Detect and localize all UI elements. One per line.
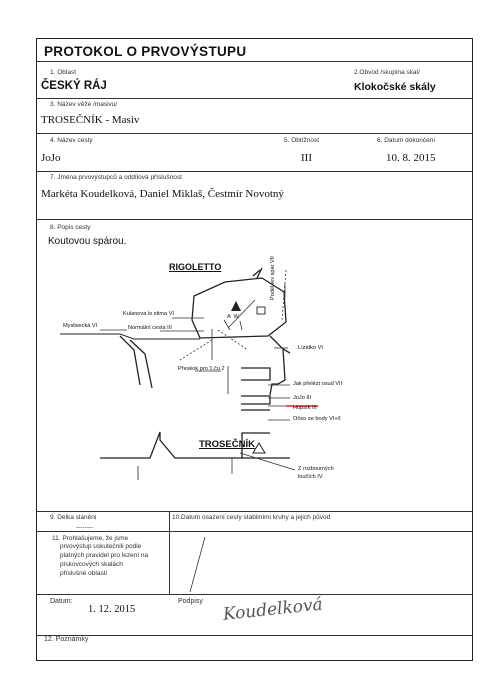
cesta-label: 4. Název cesty	[50, 137, 93, 144]
prohlaseni-line-3: platných pravidel pro lezení na	[60, 552, 149, 559]
signature: Koudelková	[222, 594, 324, 625]
divider	[37, 61, 472, 62]
trosecnik-label: TROSEČNÍK	[199, 439, 255, 450]
datum-dokonceni-label: 6. Datum dokončení	[377, 137, 436, 144]
normalni-label: Normální cesta III	[128, 325, 172, 331]
podel-label: Podél lev spár VII	[270, 256, 276, 300]
document-title: PROTOKOL O PRVOVÝSTUPU	[44, 44, 247, 59]
podpisy-label: Podpisy	[178, 598, 203, 605]
vez-label: 3. Název věže /masivu/	[50, 101, 118, 108]
delka-value: --------	[76, 524, 94, 531]
obvod-label: 2.Obvod /skupina skal/	[354, 69, 420, 76]
divider	[37, 98, 472, 99]
vez-value: TROSEČNÍK - Masiv	[41, 114, 140, 126]
divider	[37, 133, 472, 134]
popis-value: Koutovou spárou.	[48, 236, 127, 247]
divider	[37, 531, 472, 532]
prohlaseni-line-1: 11. Prohlašujeme, že jsme	[52, 535, 129, 542]
obtiznost-label: 5. Obtížnost	[284, 137, 320, 144]
myslivecka-label: Myslivecká VI	[63, 323, 98, 329]
datum-label: Datum:	[50, 598, 73, 605]
prohlaseni-line-5: příslušné oblasti	[60, 570, 107, 577]
poznamky-label: 12. Poznámky	[44, 636, 89, 643]
divider	[37, 171, 472, 172]
jojo-label: JoJo III	[293, 395, 312, 401]
datum-value: 1. 12. 2015	[88, 604, 136, 615]
osazeni-label: 10.Datum osazení cesty stabilními kruhy a jejich původ	[172, 514, 331, 521]
oblast-label: 1. Oblast	[50, 69, 77, 76]
prvovystupci-label: 7. Jména prvovýstupců a oddílová příslušnost	[50, 174, 182, 181]
prohlaseni-line-4: pískovcových skalách	[60, 561, 123, 568]
hopsik-label: Hopsík III	[293, 405, 317, 411]
rozbourany-label: Z rozbourných	[298, 466, 334, 472]
kulanova-label: Kulanova lo stima VI	[123, 311, 174, 317]
popis-label: 8. Popis cesty	[50, 224, 91, 231]
datum-dokonceni-value: 10. 8. 2015	[386, 152, 436, 164]
preskok-label: Přeskok pro 1.ču 2	[178, 366, 225, 372]
oceo-label: Očeo se body VI+/I	[293, 416, 341, 422]
jak-prelezt-label: Jak přelézt osud VII	[293, 381, 343, 387]
delka-label: 9. Délka slanění	[50, 514, 97, 521]
divider	[37, 594, 472, 595]
divider	[169, 511, 170, 595]
oblast-value: ČESKÝ RÁJ	[41, 80, 107, 92]
rigoletto-label: RIGOLETTO	[169, 262, 222, 272]
prvovystupci-value: Markéta Koudelková, Daniel Miklaš, Čestmír Novotný	[41, 188, 284, 200]
obvod-value: Klokočské skály	[354, 81, 436, 93]
summit-small-text: A W	[227, 314, 239, 320]
obtiznost-value: III	[301, 152, 312, 164]
divider	[37, 635, 472, 636]
cesta-value: JoJo	[41, 152, 61, 164]
rozbourany-label-2: loučích IV	[298, 474, 323, 480]
lizatko-label: Lízátko VI	[298, 345, 323, 351]
divider	[37, 511, 472, 512]
divider	[37, 219, 472, 220]
prohlaseni-line-2: prvovýstup uskutečnili podle	[60, 543, 142, 550]
